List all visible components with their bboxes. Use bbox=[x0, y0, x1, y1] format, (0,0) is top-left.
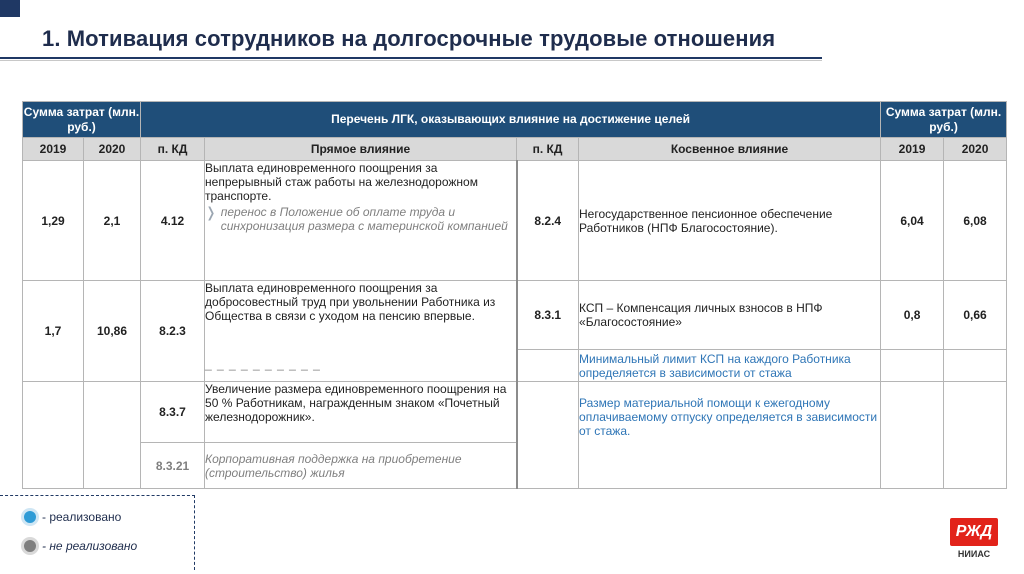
cell-value: 10,86 bbox=[84, 281, 141, 382]
header-list: Перечень ЛГК, оказывающих влияние на достижение целей bbox=[141, 102, 881, 138]
header-pkd: п. КД bbox=[141, 138, 205, 161]
cell-empty bbox=[881, 382, 944, 489]
logo-caption: НИИАС bbox=[957, 549, 991, 559]
header-2020: 2020 bbox=[84, 138, 141, 161]
incentives-table bbox=[22, 101, 1007, 489]
cell-indirect: КСП – Компенсация личных взносов в НПФ «Благосостояние» bbox=[579, 281, 881, 350]
cell-value: 2,1 bbox=[84, 161, 141, 281]
header-pkd-2: п. КД bbox=[517, 138, 579, 161]
cell-indirect-note: Минимальный лимит КСП на каждого Работника определяется в зависимости от стажа bbox=[579, 350, 881, 382]
table-row bbox=[23, 161, 1007, 281]
legend-label: - не реализовано bbox=[42, 539, 138, 553]
cell-value-right: 6,08 bbox=[944, 161, 1007, 281]
cell-empty bbox=[517, 382, 579, 489]
cell-direct bbox=[205, 281, 517, 382]
header-indirect: Косвенное влияние bbox=[579, 138, 881, 161]
title-divider-shadow bbox=[0, 60, 822, 61]
header-2020-right: 2020 bbox=[944, 138, 1007, 161]
cell-code-2: 8.2.4 bbox=[517, 161, 579, 281]
cell-empty bbox=[84, 382, 141, 489]
cell-code: 8.3.7 bbox=[141, 382, 205, 443]
rzd-logo: РЖД bbox=[950, 518, 998, 546]
cell-empty bbox=[944, 382, 1007, 489]
direct-note: перенос в Положение об оплате труда и синхронизация размера с материнской компанией bbox=[220, 205, 508, 233]
page-title: 1. Мотивация сотрудников на долгосрочные трудовые отношения bbox=[42, 26, 776, 51]
cell-direct bbox=[205, 161, 517, 281]
title-divider bbox=[0, 57, 822, 59]
cell-value-right: 0,66 bbox=[944, 281, 1007, 350]
direct-text: Выплата единовременного поощрения за добросовестный труд при увольнении Работника из Общества в связи с уходом на пенсию впервые. bbox=[205, 281, 496, 323]
cell-code: 4.12 bbox=[141, 161, 205, 281]
chevron-right-icon: ❭ bbox=[205, 204, 217, 220]
header-2019-right: 2019 bbox=[881, 138, 944, 161]
cell-indirect: Негосударственное пенсионное обеспечение Работников (НПФ Благосостояние). bbox=[579, 161, 881, 281]
legend bbox=[0, 495, 195, 570]
cell-empty bbox=[944, 350, 1007, 382]
cell-code: 8.3.21 bbox=[141, 443, 205, 489]
cell-empty bbox=[23, 382, 84, 489]
table-row bbox=[23, 281, 1007, 350]
header-direct: Прямое влияние bbox=[205, 138, 517, 161]
cell-value: 1,29 bbox=[23, 161, 84, 281]
legend-item-not-implemented bbox=[24, 539, 137, 553]
legend-item-implemented bbox=[24, 510, 121, 524]
cell-direct: Увеличение размера единовременного поощрения на 50 % Работникам, награжденным знаком «Почетный железнодорожник». bbox=[205, 382, 517, 443]
dot-implemented-icon bbox=[24, 511, 36, 523]
cell-value-right: 0,8 bbox=[881, 281, 944, 350]
corner-mark bbox=[0, 0, 20, 17]
cell-direct: Корпоративная поддержка на приобретение (строительство) жилья bbox=[205, 443, 517, 489]
cell-code-2: 8.3.1 bbox=[517, 281, 579, 350]
table-row bbox=[23, 382, 1007, 443]
cell-empty bbox=[517, 350, 579, 382]
dot-not-implemented-icon bbox=[24, 540, 36, 552]
direct-text: Выплата единовременного поощрения за непрерывный стаж работы на железнодорожном транспорте. bbox=[205, 161, 478, 203]
header-cost-left: Сумма затрат (млн. руб.) bbox=[23, 102, 141, 138]
header-2019: 2019 bbox=[23, 138, 84, 161]
separator-line: _ _ _ _ _ _ _ _ _ _ bbox=[205, 357, 321, 371]
legend-label: - реализовано bbox=[42, 510, 122, 524]
cell-value: 1,7 bbox=[23, 281, 84, 382]
cell-value-right: 6,04 bbox=[881, 161, 944, 281]
cell-empty bbox=[881, 350, 944, 382]
header-cost-right: Сумма затрат (млн. руб.) bbox=[881, 102, 1007, 138]
cell-indirect-note: Размер материальной помощи к ежегодному оплачиваемому отпуску определяется в зависимости от стажа. bbox=[579, 382, 881, 489]
cell-code: 8.2.3 bbox=[141, 281, 205, 382]
